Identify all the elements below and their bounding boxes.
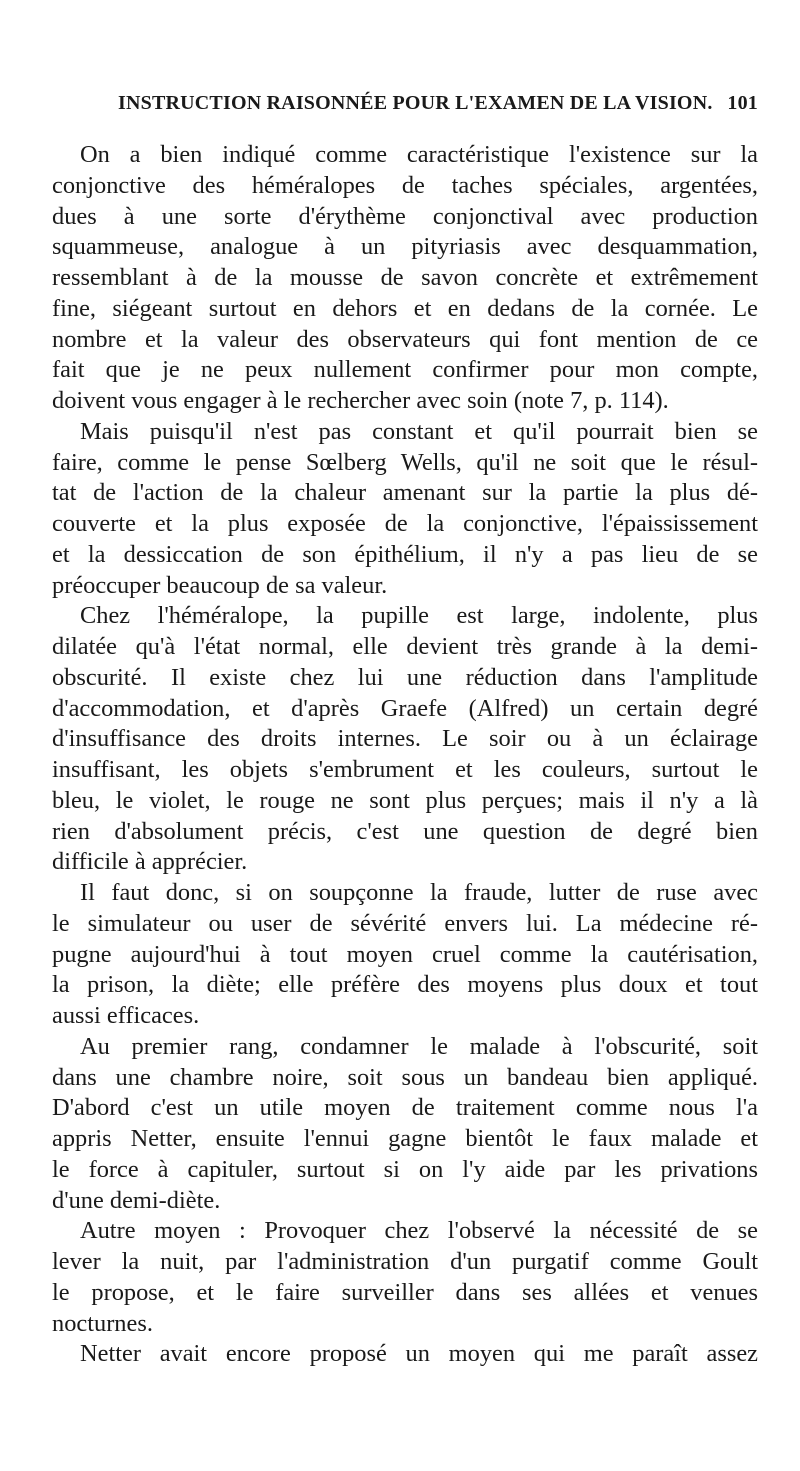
text-line: préoccuper beaucoup de sa valeur.	[52, 571, 388, 599]
text-line: ressemblant à de la mousse de savon concrète et extrêmement	[52, 264, 758, 291]
paragraph	[52, 878, 758, 1032]
text-line: Autre moyen : Provoquer chez l'observé la nécessité de se	[80, 1217, 758, 1245]
text-line: fine, siégeant surtout en dehors et en dedans de la cornée. Le	[52, 294, 758, 322]
text-line: lever la nuit, par l'administration d'un purgatif comme Goult	[52, 1248, 758, 1275]
running-head	[118, 92, 758, 115]
page-number: 101	[727, 92, 758, 114]
text-line: Au premier rang, condamner le malade à l'obscurité, soit	[80, 1032, 758, 1060]
text-line: rien d'absolument précis, c'est une question de degré bien	[52, 817, 758, 845]
paragraph	[52, 1216, 758, 1339]
text-line: le propose, et le faire surveiller dans ses allées et venues	[52, 1278, 758, 1306]
text-line: Netter avait encore proposé un moyen qui me paraît assez	[80, 1340, 758, 1368]
text-line: et la dessiccation de son épithélium, il n'y a pas lieu de se	[52, 540, 758, 568]
text-line: squammeuse, analogue à un pityriasis avec desquammation,	[52, 233, 758, 261]
text-line: pugne aujourd'hui à tout moyen cruel comme la cautérisation,	[52, 940, 758, 968]
text-line: d'insuffisance des droits internes. Le soir ou à un éclairage	[52, 725, 758, 753]
text-line: On a bien indiqué comme caractéristique l'existence sur la	[80, 141, 758, 168]
text-line: la prison, la diète; elle préfère des moyens plus doux et tout	[52, 971, 758, 999]
paragraph	[52, 1339, 758, 1370]
text-line: nocturnes.	[52, 1309, 153, 1337]
text-line: bleu, le violet, le rouge ne sont plus perçues; mais il n'y a là	[52, 786, 758, 814]
text-line: conjonctive des héméralopes de taches spéciales, argentées,	[52, 171, 758, 199]
text-line: dans une chambre noire, soit sous un bandeau bien appliqué.	[52, 1063, 758, 1091]
text-line: couverte et la plus exposée de la conjonctive, l'épaississement	[52, 510, 758, 537]
text-line: insuffisant, les objets s'embrument et les couleurs, surtout le	[52, 756, 758, 783]
text-line: appris Netter, ensuite l'ennui gagne bientôt le faux malade et	[52, 1125, 758, 1152]
text-line: d'accommodation, et d'après Graefe (Alfred) un certain degré	[52, 694, 758, 722]
text-line: fait que je ne peux nullement confirmer pour mon compte,	[52, 356, 758, 384]
running-title: INSTRUCTION RAISONNÉE POUR L'EXAMEN DE LA VISION.	[118, 92, 713, 114]
text-line: faire, comme le pense Sœlberg Wells, qu'il ne soit que le résul-	[52, 448, 758, 476]
text-line: D'abord c'est un utile moyen de traitement comme nous l'a	[52, 1094, 758, 1122]
paragraph	[52, 140, 758, 417]
text-line: tat de l'action de la chaleur amenant sur la partie la plus dé-	[52, 479, 758, 507]
paragraph	[52, 601, 758, 878]
text-line: aussi efficaces.	[52, 1002, 200, 1029]
text-line: d'une demi-diète.	[52, 1186, 221, 1214]
paragraph	[52, 1032, 758, 1217]
text-line: Il faut donc, si on soupçonne la fraude, lutter de ruse avec	[80, 879, 758, 906]
text-line: le simulateur ou user de sévérité envers lui. La médecine ré-	[52, 909, 758, 937]
body-text	[52, 140, 758, 1370]
text-line: nombre et la valeur des observateurs qui font mention de ce	[52, 325, 758, 353]
text-line: difficile à apprécier.	[52, 848, 248, 876]
text-line: obscurité. Il existe chez lui une réduction dans l'amplitude	[52, 663, 758, 691]
text-line: doivent vous engager à le rechercher avec soin (note 7, p. 114).	[52, 387, 669, 414]
text-line: le force à capituler, surtout si on l'y aide par les privations	[52, 1155, 758, 1183]
text-line: Chez l'héméralope, la pupille est large, indolente, plus	[80, 602, 758, 630]
text-line: dues à une sorte d'érythème conjonctival avec production	[52, 202, 758, 230]
text-line: dilatée qu'à l'état normal, elle devient très grande à la demi-	[52, 633, 758, 660]
paragraph	[52, 417, 758, 602]
text-line: Mais puisqu'il n'est pas constant et qu'il pourrait bien se	[80, 417, 758, 445]
